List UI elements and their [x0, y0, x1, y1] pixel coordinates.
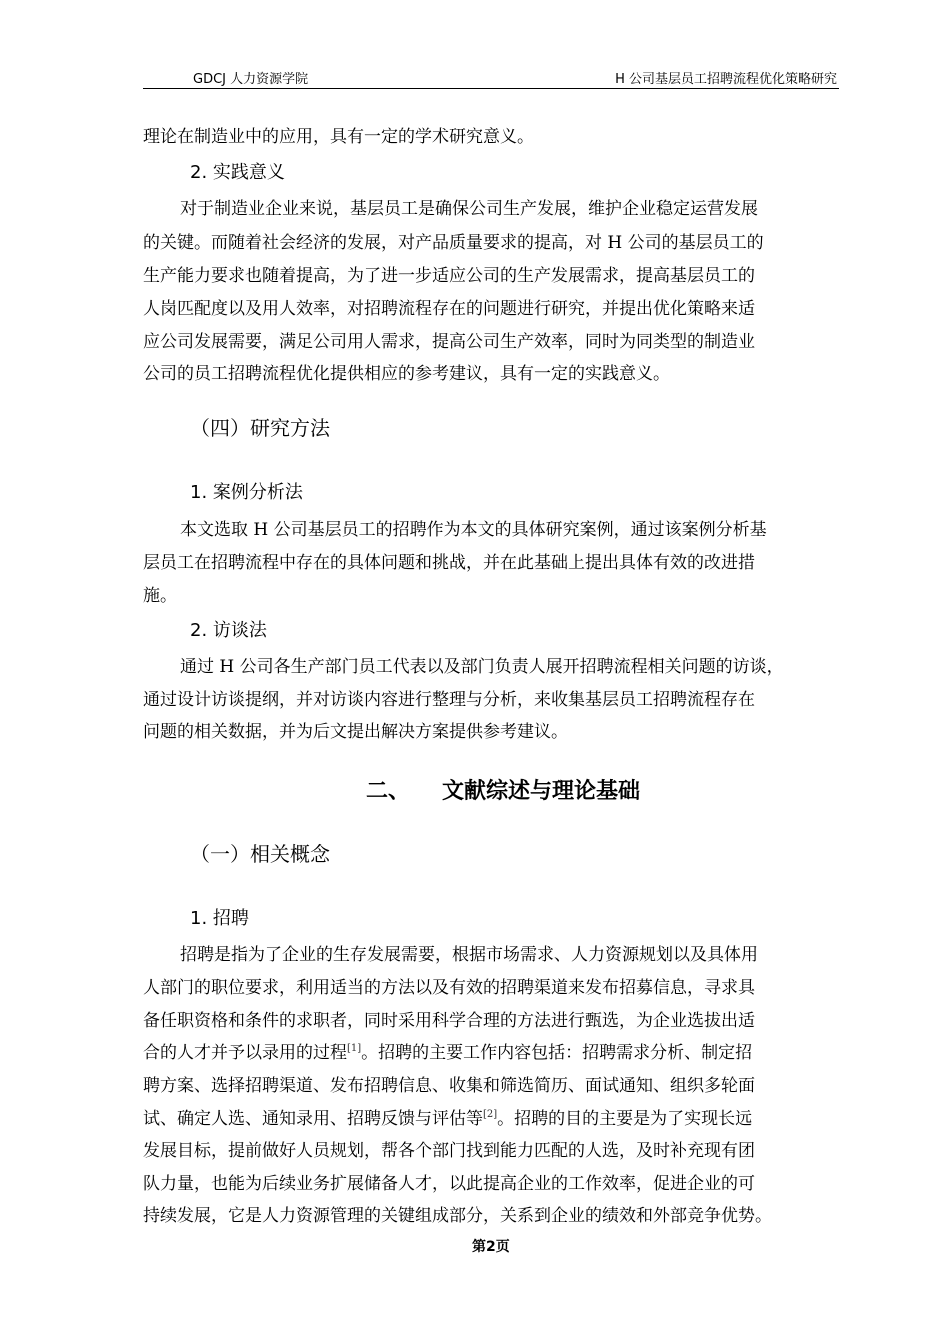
citation-1: [1] [347, 1043, 362, 1054]
text-run: 。招聘的主要工作内容包括：招聘需求分析、制定招 [361, 1043, 753, 1063]
text-run: 试、确定人选、通知录用、招聘反馈与评估等 [143, 1109, 483, 1129]
paragraph-line: 施。 [143, 586, 177, 606]
header-rule [143, 88, 839, 89]
paragraph-line: 发展目标，提前做好人员规划，帮各个部门找到能力匹配的人选，及时补充现有团 [143, 1141, 755, 1161]
paragraph-line: 人岗匹配度以及用人效率，对招聘流程存在的问题进行研究，并提出优化策略来适 [143, 299, 755, 319]
paragraph-line: 聘方案、选择招聘渠道、发布招聘信息、收集和筛选简历、面试通知、组织多轮面 [143, 1076, 755, 1096]
text-run: 合的人才并予以录用的过程 [143, 1043, 347, 1063]
chapter-title: 文献综述与理论基础 [442, 779, 641, 804]
paragraph-line: 人部门的职位要求，利用适当的方法以及有效的招聘渠道来发布招募信息，寻求具 [143, 978, 755, 998]
section-heading-methods: （四）研究方法 [190, 416, 330, 440]
paragraph-line: 应公司发展需要，满足公司用人需求，提高公司生产效率，同时为同类型的制造业 [143, 332, 755, 352]
paragraph-line: 公司的员工招聘流程优化提供相应的参考建议，具有一定的实践意义。 [143, 364, 670, 384]
subsection-heading-recruit: 1. 招聘 [190, 908, 249, 929]
header-thesis-title: H 公司基层员工招聘流程优化策略研究 [615, 72, 837, 87]
header-institution: GDCJ 人力资源学院 [193, 72, 309, 87]
subsection-heading-interview: 2. 访谈法 [190, 620, 267, 641]
paragraph-line: 通过 H 公司各生产部门员工代表以及部门负责人展开招聘流程相关问题的访谈， [180, 657, 784, 677]
paragraph-line: 生产能力要求也随着提高，为了进一步适应公司的生产发展需求，提高基层员工的 [143, 266, 755, 286]
paragraph-line: 对于制造业企业来说，基层员工是确保公司生产发展，维护企业稳定运营发展 [180, 199, 758, 219]
paragraph-line: 持续发展，它是人力资源管理的关键组成部分，关系到企业的绩效和外部竞争优势。 [143, 1206, 772, 1226]
section-heading-concepts: （一）相关概念 [190, 842, 330, 866]
chapter-number: 二、 [366, 779, 411, 804]
paragraph-line: 的关键。而随着社会经济的发展，对产品质量要求的提高，对 H 公司的基层员工的 [143, 233, 764, 253]
paragraph-line: 理论在制造业中的应用，具有一定的学术研究意义。 [143, 127, 534, 147]
paragraph-line: 通过设计访谈提纲，并对访谈内容进行整理与分析，来收集基层员工招聘流程存在 [143, 690, 755, 710]
paragraph-line: 问题的相关数据，并为后文提出解决方案提供参考建议。 [143, 722, 568, 742]
paragraph-line: 备任职资格和条件的求职者，同时采用科学合理的方法进行甄选，为企业选拔出适 [143, 1011, 755, 1031]
paragraph-line: 层员工在招聘流程中存在的具体问题和挑战，并在此基础上提出具体有效的改进措 [143, 553, 755, 573]
subsection-heading-practice: 2. 实践意义 [190, 162, 285, 183]
subsection-heading-case: 1. 案例分析法 [190, 482, 303, 503]
paragraph-line [143, 1038, 752, 1063]
paragraph-line: 本文选取 H 公司基层员工的招聘作为本文的具体研究案例，通过该案例分析基 [180, 520, 767, 540]
citation-2: [2] [483, 1109, 498, 1120]
text-run: 。招聘的目的主要是为了实现长远 [497, 1109, 753, 1129]
page-number: 第2页 [472, 1239, 510, 1255]
paragraph-line [143, 1104, 752, 1129]
paragraph-line: 队力量，也能为后续业务扩展储备人才，以此提高企业的工作效率，促进企业的可 [143, 1174, 755, 1194]
paragraph-line: 招聘是指为了企业的生存发展需要，根据市场需求、人力资源规划以及具体用 [180, 945, 758, 965]
